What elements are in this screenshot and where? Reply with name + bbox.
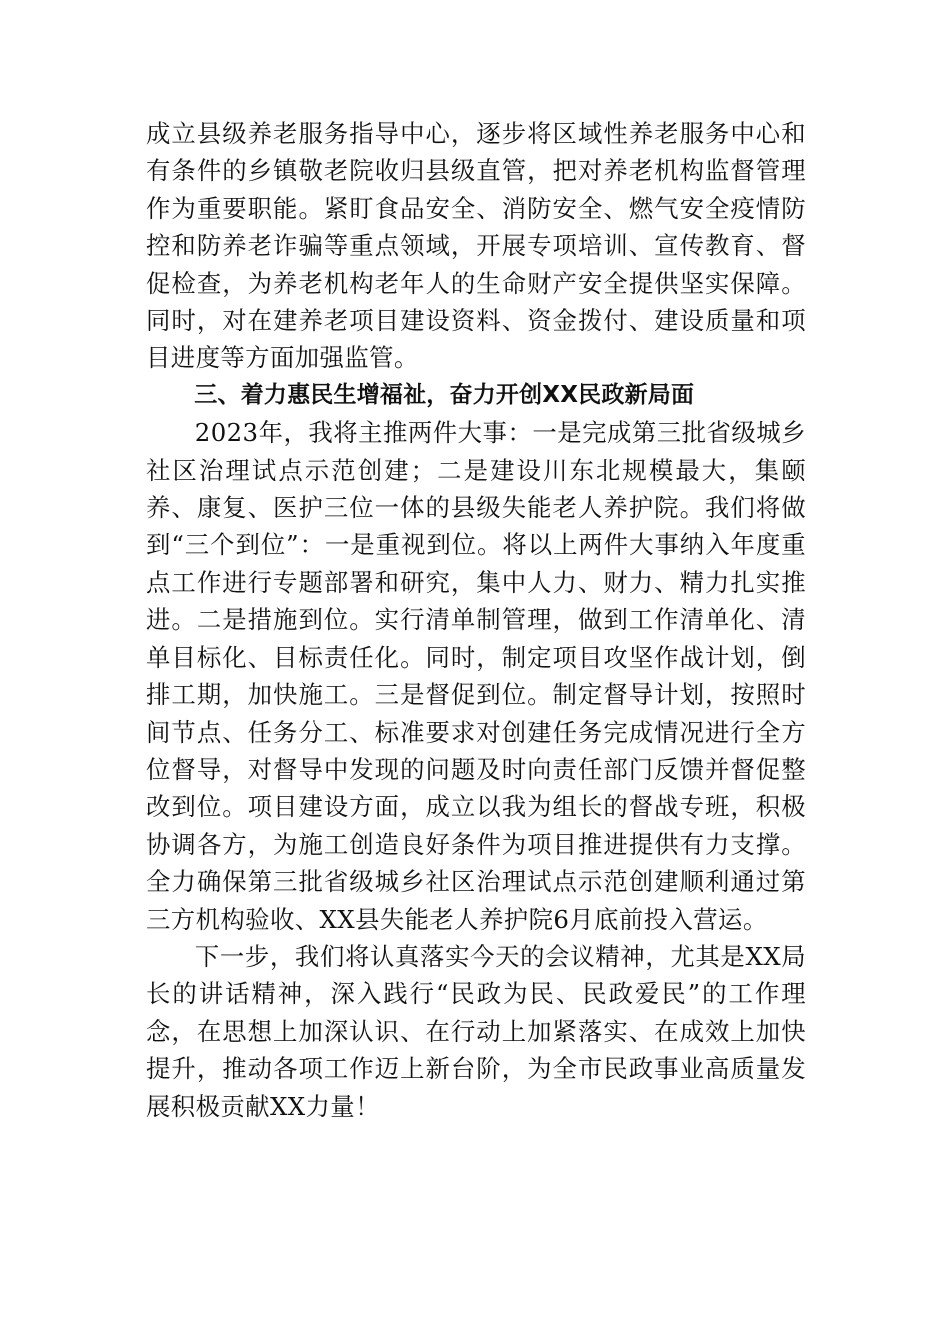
section-heading-three: 三、着力惠民生增福祉，奋力开创XX民政新局面: [194, 381, 695, 408]
paragraph-next-steps: 下一步，我们将认真落实今天的会议精神，尤其是XX局长的讲话精神，深入践行“民政为民、民政爱民”的工作理念，在思想上加深认识、在行动上加紧落实、在成效上加快提升，推动各项工作迈上新台阶，为全市民政事业高质量发展积极贡献XX力量！: [146, 941, 806, 1121]
document-body: [146, 115, 806, 1125]
paragraph-2023-plans: 2023年，我将主推两件大事：一是完成第三批省级城乡社区治理试点示范创建；二是建设川东北规模最大，集颐养、康复、医护三位一体的县级失能老人养护院。我们将做到“三个到位”：一是重视到位。将以上两件大事纳入年度重点工作进行专题部署和研究，集中人力、财力、精力扎实推进。二是措施到位。实行清单制管理，做到工作清单化、清单目标化、目标责任化。同时，制定项目攻坚作战计划，倒排工期，加快施工。三是督促到位。制定督导计划，按照时间节点、任务分工、标准要求对创建任务完成情况进行全方位督导，对督导中发现的问题及时向责任部门反馈并督促整改到位。项目建设方面，成立以我为组长的督战专班，积极协调各方，为施工创造良好条件为项目推进提供有力支撑。全力确保第三批省级城乡社区治理试点示范创建顺利通过第三方机构验收、XX县失能老人养护院6月底前投入营运。: [146, 418, 806, 934]
paragraph-elderly-care-supervision: 成立县级养老服务指导中心，逐步将区域性养老服务中心和有条件的乡镇敬老院收归县级直管，把对养老机构监督管理作为重要职能。紧盯食品安全、消防安全、燃气安全疫情防控和防养老诈骗等重点领域，开展专项培训、宣传教育、督促检查，为养老机构老年人的生命财产安全提供坚实保障。同时，对在建养老项目建设资料、资金拨付、建设质量和项目进度等方面加强监管。: [146, 119, 806, 373]
